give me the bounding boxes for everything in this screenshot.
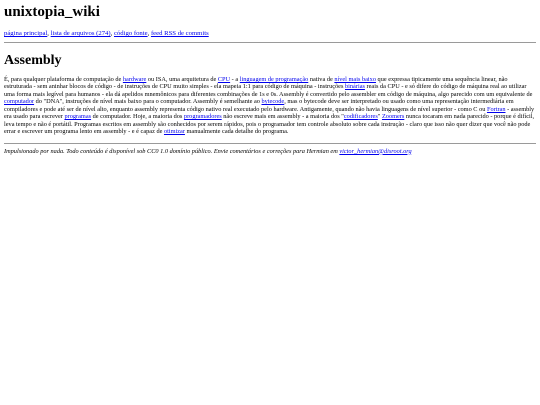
header-divider bbox=[4, 42, 536, 43]
article-text: - a bbox=[230, 76, 240, 83]
nav-separator: , bbox=[147, 30, 151, 37]
article-text: " bbox=[377, 113, 382, 121]
nav-link-file-list[interactable]: lista de arquivos (274) bbox=[50, 30, 111, 37]
article-text: É, para qualquer plataforma de computação de bbox=[4, 76, 123, 83]
article-body bbox=[4, 76, 536, 136]
article-text: nunca tocaram em nada parecido - porque é difícil, leva tempo e não é portátil. Programas escritos em assembly são conhecidos por serem rápidos, pois o programador tem controle absoluto sobre cada instrução - claro que isso não quer dizer que você não pode errar e escrever um programa lento em assembly - e é capaz de bbox=[4, 113, 535, 136]
footer-email-link[interactable]: victor_hermian@disroot.org bbox=[339, 147, 412, 155]
article-text: de computador. Hoje, a maioria dos bbox=[91, 113, 184, 121]
article-text: não escreve mais em assembly - a maioria dos " bbox=[221, 113, 344, 121]
link-zoomers[interactable]: Zoomers bbox=[381, 113, 405, 121]
link-fortran[interactable]: Fortran bbox=[486, 105, 506, 113]
article-text: ou ISA, uma arquitetura de bbox=[146, 76, 218, 83]
article-text: , mas o bytecode deve ser interpretado ou usado como uma representação intermediária em compiladores e pode até ser de nível alto, enquanto assembly representa código nativo real executado pelo hardware. Antigamente, quando não havia linguagens de nível superior - como C ou bbox=[4, 98, 514, 113]
link-cpu[interactable]: CPU bbox=[217, 76, 231, 83]
nav-link-rss-feed[interactable]: feed RSS de commits bbox=[150, 30, 209, 37]
article-text: reais da CPU - e só difere do código de máquina real ao utilizar uma forma mais legível para humanos - ela dá apelidos mnemônicos para diferentes combinações de 1s e 0s. Assembly é convertido pelo assembler em código de máquina, algo parecido com um equivalente de bbox=[4, 83, 533, 98]
top-navigation bbox=[4, 29, 536, 38]
link-programming-language[interactable]: linguagem de programação bbox=[239, 76, 309, 83]
link-programmers[interactable]: programadores bbox=[183, 113, 222, 121]
nav-separator: , bbox=[110, 30, 114, 37]
article-text: do "DNA", instruções de nível mais baixo para o computador. Assembly é semelhante ao bbox=[34, 98, 262, 106]
site-title: unixtopia_wiki bbox=[4, 4, 100, 20]
link-hardware[interactable]: hardware bbox=[122, 76, 147, 83]
nav-link-main-page[interactable]: página principal bbox=[4, 30, 48, 37]
footer bbox=[4, 148, 536, 156]
article-text: nativa de bbox=[308, 76, 335, 83]
page bbox=[0, 0, 540, 156]
link-bytecode[interactable]: bytecode bbox=[261, 98, 285, 106]
link-coders[interactable]: codificadores bbox=[343, 113, 378, 121]
article-text: manualmente cada detalhe do programa. bbox=[184, 128, 289, 136]
link-binary[interactable]: binárias bbox=[345, 83, 365, 91]
footer-text: Impulsionado por nada. Todo conteúdo é disponível sob CC0 1.0 domínio público. Envie comentários e correções para Hermian em bbox=[4, 147, 340, 155]
footer-divider bbox=[4, 143, 536, 144]
link-optimize[interactable]: otimizar bbox=[163, 128, 185, 136]
link-programs[interactable]: programas bbox=[64, 113, 92, 121]
link-low-level[interactable]: nível mais baixo bbox=[334, 76, 376, 83]
article-text: - assembly era usado para escrever bbox=[4, 105, 535, 121]
link-computer[interactable]: computador bbox=[4, 98, 35, 106]
article-title: Assembly bbox=[4, 53, 62, 68]
nav-separator: , bbox=[47, 30, 51, 37]
article-text: que expressa tipicamente uma sequência linear, não estruturada - sem aninhar blocos de código - de instruções de CPU muito simples - ela mapeia 1:1 para código de máquina - instruções bbox=[4, 76, 508, 91]
nav-link-source-code[interactable]: código fonte bbox=[113, 30, 148, 37]
